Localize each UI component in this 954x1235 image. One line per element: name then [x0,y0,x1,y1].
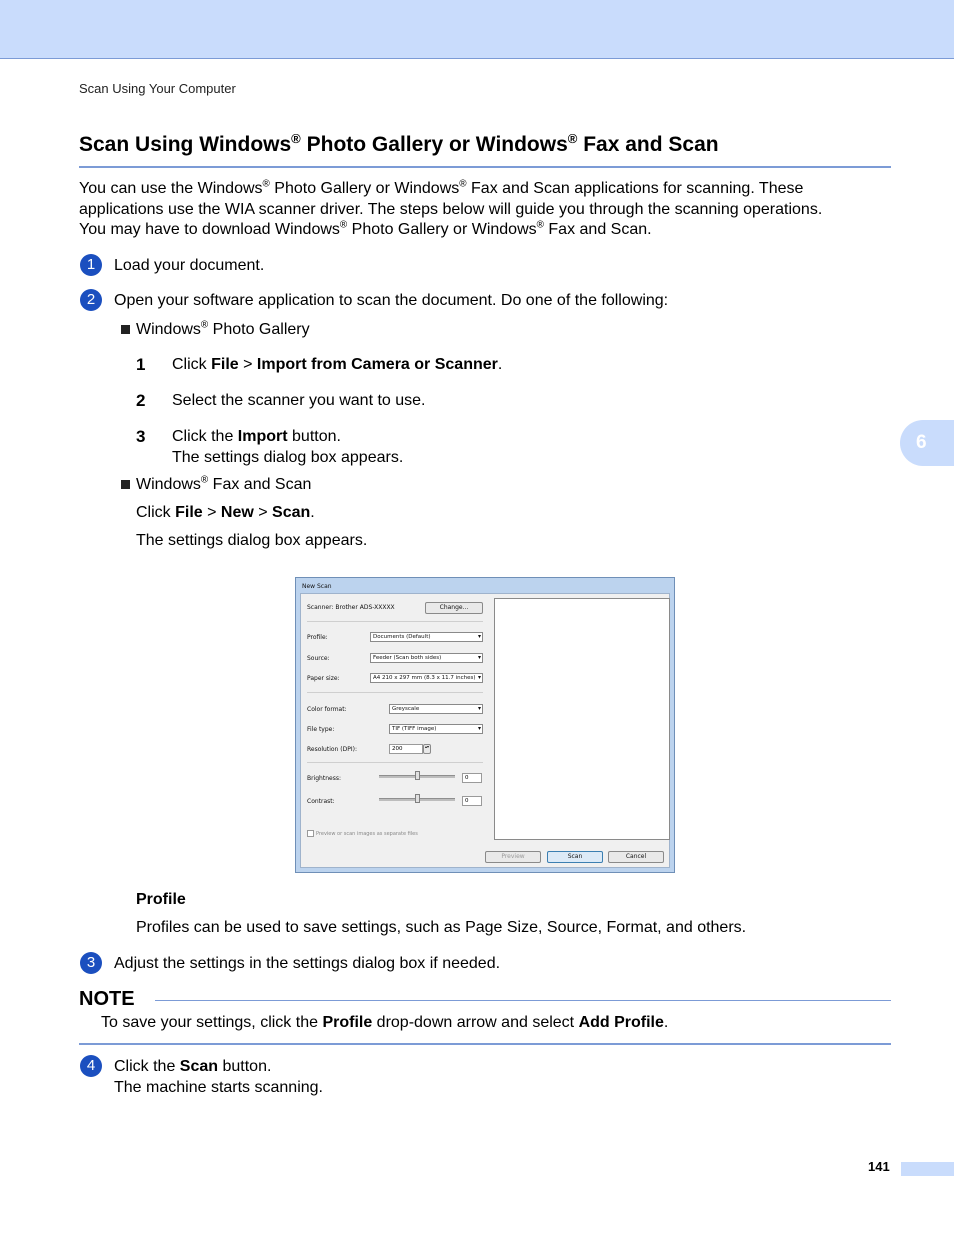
step-3-badge: 3 [80,952,102,974]
separator: > [253,504,273,521]
option-a-label [136,320,310,341]
option-text: Photo Gallery [212,321,310,338]
menu-file: File [211,356,239,373]
option-text: Fax and Scan [212,476,312,493]
separator: > [238,356,257,373]
option-b-label [136,475,311,496]
title-part-b: Photo Gallery or Windows [306,133,568,156]
separate-files-checkbox[interactable] [307,830,314,837]
brightness-value[interactable]: 0 [462,773,482,783]
page-number-bar [901,1162,954,1176]
chevron-down-icon: ▾ [477,654,481,661]
page-number: 141 [868,1159,890,1174]
scanner-label: Scanner: Brother ADS-XXXXX [307,604,395,611]
step-4-text [114,1057,323,1098]
scan-button[interactable]: Scan [547,851,603,863]
profile-ref: Profile [322,1014,373,1031]
step-text: Click the [114,1058,180,1075]
intro-text: applications use the WIA scanner driver. The steps below will guide you through the scanning operations. [79,200,823,218]
chevron-down-icon: ▾ [477,725,481,732]
separator: > [202,504,221,521]
registered-mark: ® [567,131,578,146]
substep-3-text [172,427,403,468]
step-1-text: Load your document. [114,257,265,274]
intro-text: Photo Gallery or Windows [351,221,537,238]
note-text [101,1013,668,1034]
preview-pane [494,598,670,840]
separator [307,621,483,622]
substep-2-text: Select the scanner you want to use. [172,392,426,409]
step-2-text: Open your software application to scan the document. Do one of the following: [114,292,669,309]
registered-mark: ® [536,219,544,231]
intro-text: Fax and Scan applications for scanning. These [471,180,804,197]
profile-heading: Profile [136,891,186,908]
substep-1-number: 1 [136,355,146,374]
color-format-value: Greyscale [392,706,420,712]
separator [307,692,483,693]
step-4-badge: 4 [80,1055,102,1077]
chevron-down-icon: ▾ [477,705,481,712]
step-text: The machine starts scanning. [114,1078,323,1096]
registered-mark: ® [291,131,301,146]
bullet-square [121,480,130,489]
menu-new: New [220,504,254,521]
dialog-body [300,593,670,868]
substep-text: Click [172,356,212,373]
chevron-down-icon: ▾ [477,633,481,640]
cancel-button[interactable]: Cancel [608,851,664,863]
registered-mark: ® [200,319,209,331]
preview-button[interactable]: Preview [485,851,541,863]
header-band [0,0,954,59]
punct: . [497,356,503,373]
substep-1-text [172,355,502,376]
substep-2-number: 2 [136,391,146,410]
brightness-label: Brightness: [307,775,341,782]
source-value: Feeder (Scan both sides) [373,655,442,661]
section-title [79,133,719,157]
import-button-ref: Import [237,428,288,445]
registered-mark: ® [339,219,348,231]
registered-mark: ® [262,178,270,190]
step-3-text: Adjust the settings in the settings dialog box if needed. [114,955,501,972]
brightness-slider-thumb[interactable] [415,771,420,780]
contrast-slider-thumb[interactable] [415,794,420,803]
option-text: Click [136,504,176,521]
contrast-value[interactable]: 0 [462,796,482,806]
note-text-part: drop-down arrow and select [372,1014,579,1031]
option-b-instruction [136,503,315,524]
paper-size-label: Paper size: [307,675,340,682]
substep-text: button. [287,428,341,445]
dialog-title: New Scan [302,583,332,590]
registered-mark: ® [459,178,467,190]
title-part-a: Scan Using Windows [79,133,292,156]
profile-label: Profile: [307,634,328,641]
resolution-label: Resolution (DPI): [307,746,357,753]
profile-text: Profiles can be used to save settings, such as Page Size, Source, Format, and others. [136,919,747,936]
punct: . [310,504,315,521]
separator [307,762,483,763]
chevron-down-icon: ▾ [477,674,481,681]
scan-button-ref: Scan [179,1058,219,1075]
step-text: button. [218,1058,272,1075]
file-type-label: File type: [307,726,335,733]
profile-select[interactable] [370,632,483,642]
change-button[interactable]: Change... [425,602,483,614]
intro-text: Photo Gallery or Windows [274,180,460,197]
file-type-select[interactable] [389,724,483,734]
separate-files-label: Preview or scan images as separate files [316,831,418,837]
substep-text: The settings dialog box appears. [172,448,404,466]
substep-3-number: 3 [136,427,146,446]
source-label: Source: [307,655,330,662]
title-rule [79,166,891,168]
option-text: Windows [136,476,201,493]
resolution-spinner[interactable]: ▴▾ [423,744,431,754]
menu-scan: Scan [272,504,311,521]
title-part-c: Fax and Scan [583,133,719,156]
menu-file: File [175,504,203,521]
note-label: NOTE [79,988,135,1010]
source-select[interactable] [370,653,483,663]
running-header: Scan Using Your Computer [79,81,236,96]
contrast-label: Contrast: [307,798,335,805]
step-1-badge: 1 [80,254,102,276]
option-text: Windows [136,321,201,338]
paper-size-select[interactable] [370,673,483,683]
file-type-value: TIF (TIFF image) [392,726,437,732]
color-format-label: Color format: [307,706,347,713]
paper-size-value: A4 210 x 297 mm (8.3 x 11.7 inches) [373,675,476,681]
new-scan-dialog [295,577,675,873]
intro-paragraph [79,179,822,241]
intro-text: You can use the Windows [79,180,263,197]
color-format-select[interactable] [389,704,483,714]
add-profile-ref: Add Profile [578,1014,664,1031]
note-text-part: To save your settings, click the [101,1014,323,1031]
step-2-badge: 2 [80,289,102,311]
intro-text: Fax and Scan. [548,221,652,238]
punct: . [663,1014,669,1031]
note-rule [155,1000,891,1001]
menu-import: Import from Camera or Scanner [256,356,498,373]
chapter-tab: 6 [900,420,954,466]
resolution-input[interactable]: 200 [389,744,423,754]
substep-text: Click the [172,428,238,445]
bullet-square [121,325,130,334]
note-rule [79,1043,891,1045]
option-b-result: The settings dialog box appears. [136,532,368,549]
registered-mark: ® [200,474,209,486]
profile-value: Documents (Default) [373,634,431,640]
intro-text: You may have to download Windows [79,221,340,238]
